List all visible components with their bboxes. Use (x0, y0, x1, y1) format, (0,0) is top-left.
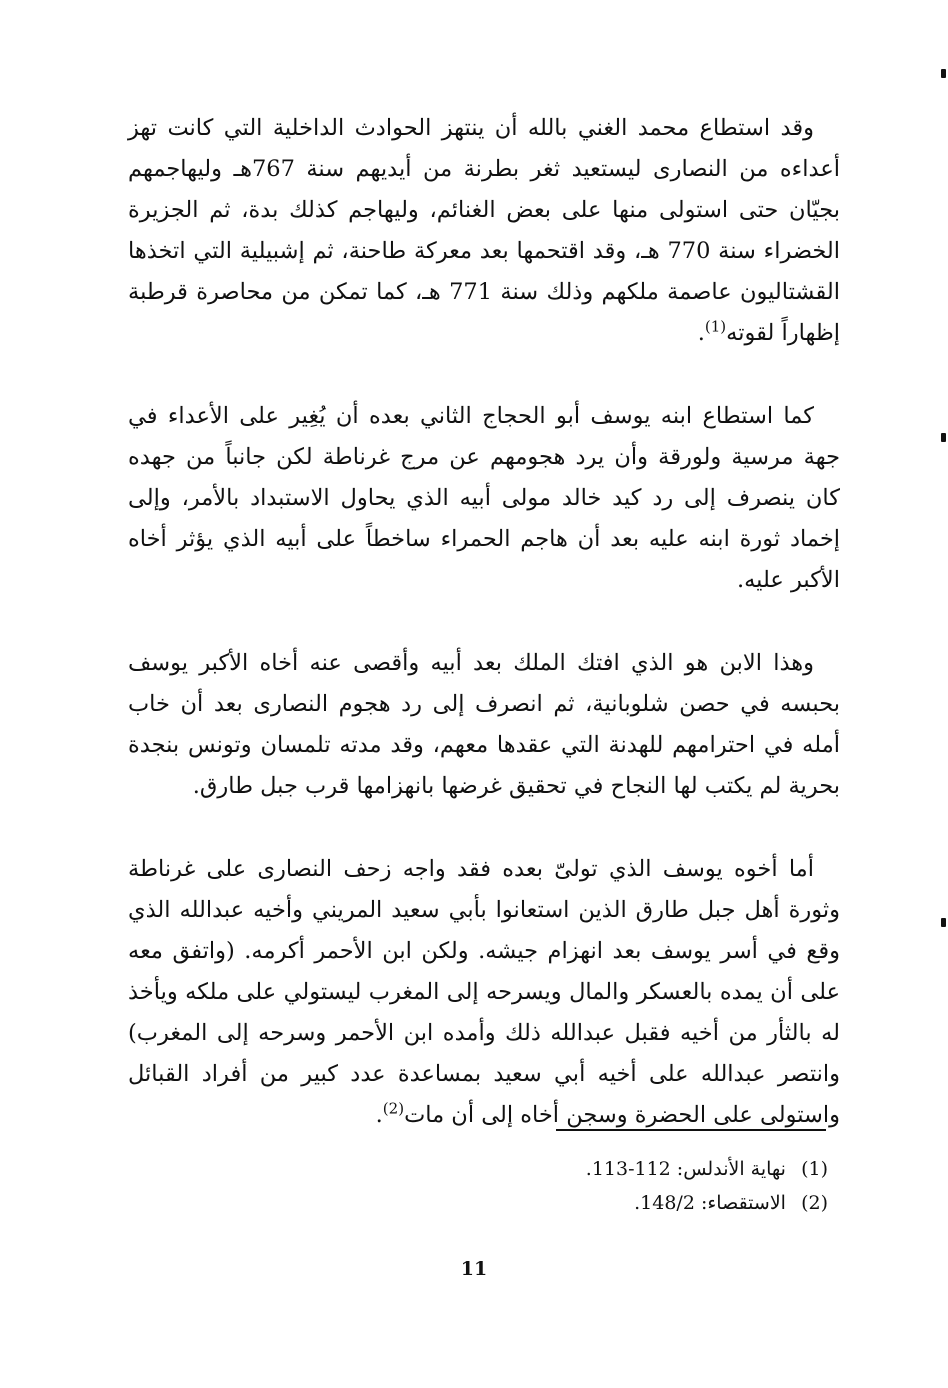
footnote-text: الاستقصاء: 148/2. (634, 1192, 786, 1214)
footnote-1 (408, 1152, 828, 1186)
paragraph-text: أما أخوه يوسف الذي تولىّ بعده فقد واجه زحف النصارى على غرناطة وثورة أهل جبل طارق الذين استعانوا بأبي سعيد المريني وأخيه عبدالله الذي وقع في أسر يوسف بعد انهزام جيشه. ولكن ابن الأحمر أكرمه. (واتفق معه على أن يمده بالعسكر والمال ويسرحه إلى المغرب ليستولي على ملكه ويأخذ له بالثأر من أخيه فقبل عبدالله ذلك وأمده ابن الأحمر وسرحه إلى المغرب) وانتصر عبدالله على أخيه أبي سعيد بمساعدة عدد كبير من أفراد القبائل واستولى على الحضرة وسجن أخاه إلى أن مات (128, 856, 840, 1128)
footnotes (408, 1152, 828, 1220)
page-number: 11 (460, 1258, 488, 1280)
scan-mark (941, 433, 946, 442)
scan-mark (941, 69, 946, 78)
paragraph-text: وقد استطاع محمد الغني بالله أن ينتهز الحوادث الداخلية التي كانت تهز أعداءه من النصارى ليستعيد ثغر بطرنة من أيديهم سنة 767هـ وليهاجمهم بجيّان حتى استولى منها على بعض الغنائم، وليهاجم كذلك بدة، ثم الجزيرة الخضراء سنة 770 هـ، وقد اقتحمها بعد معركة طاحنة، ثم إشبيلية التي اتخذها القشتاليون عاصمة ملكهم وذلك سنة 771 هـ، كما تمكن من محاصرة قرطبة إظهاراً لقوته (128, 115, 840, 346)
paragraph-3 (128, 643, 840, 807)
footnote-2 (408, 1186, 828, 1220)
footnote-separator (556, 1129, 826, 1131)
footnote-number: (2) (801, 1192, 828, 1214)
footnote-text: نهاية الأندلس: 112-113. (585, 1158, 786, 1180)
footnote-number: (1) (801, 1158, 828, 1180)
paragraph-text: وهذا الابن هو الذي افتك الملك بعد أبيه وأقصى عنه أخاه الأكبر يوسف بحبسه في حصن شلوبانية، ثم انصرف إلى رد هجوم النصارى بعد أن خاب أمله في احترامهم للهدنة التي عقدها معهم، وقد مدته تلمسان وتونس بنجدة بحرية لم يكتب لها النجاح في تحقيق غرضها بانهزامها قرب جبل طارق. (128, 650, 840, 799)
paragraph-2 (128, 396, 840, 601)
scan-mark (941, 918, 946, 927)
footnote-ref-1: (1) (704, 317, 727, 336)
paragraph-4 (128, 849, 840, 1136)
paragraph-tail: . (375, 1102, 383, 1128)
footnote-ref-2: (2) (382, 1099, 405, 1118)
paragraph-1 (128, 108, 840, 354)
body-text (128, 108, 840, 1178)
paragraph-text: كما استطاع ابنه يوسف أبو الحجاج الثاني بعده أن يُغِير على الأعداء في جهة مرسية ولورقة وأن يرد هجومهم عن مرج غرناطة لكن جانباً من جهده كان ينصرف إلى رد كيد خالد مولى أبيه الذي يحاول الاستبداد بالأمر، وإلى إخماد ثورة ابنه عليه بعد أن هاجم الحمراء ساخطاً على أبيه الذي يؤثر أخاه الأكبر عليه. (128, 403, 840, 593)
paragraph-tail: . (697, 320, 705, 346)
